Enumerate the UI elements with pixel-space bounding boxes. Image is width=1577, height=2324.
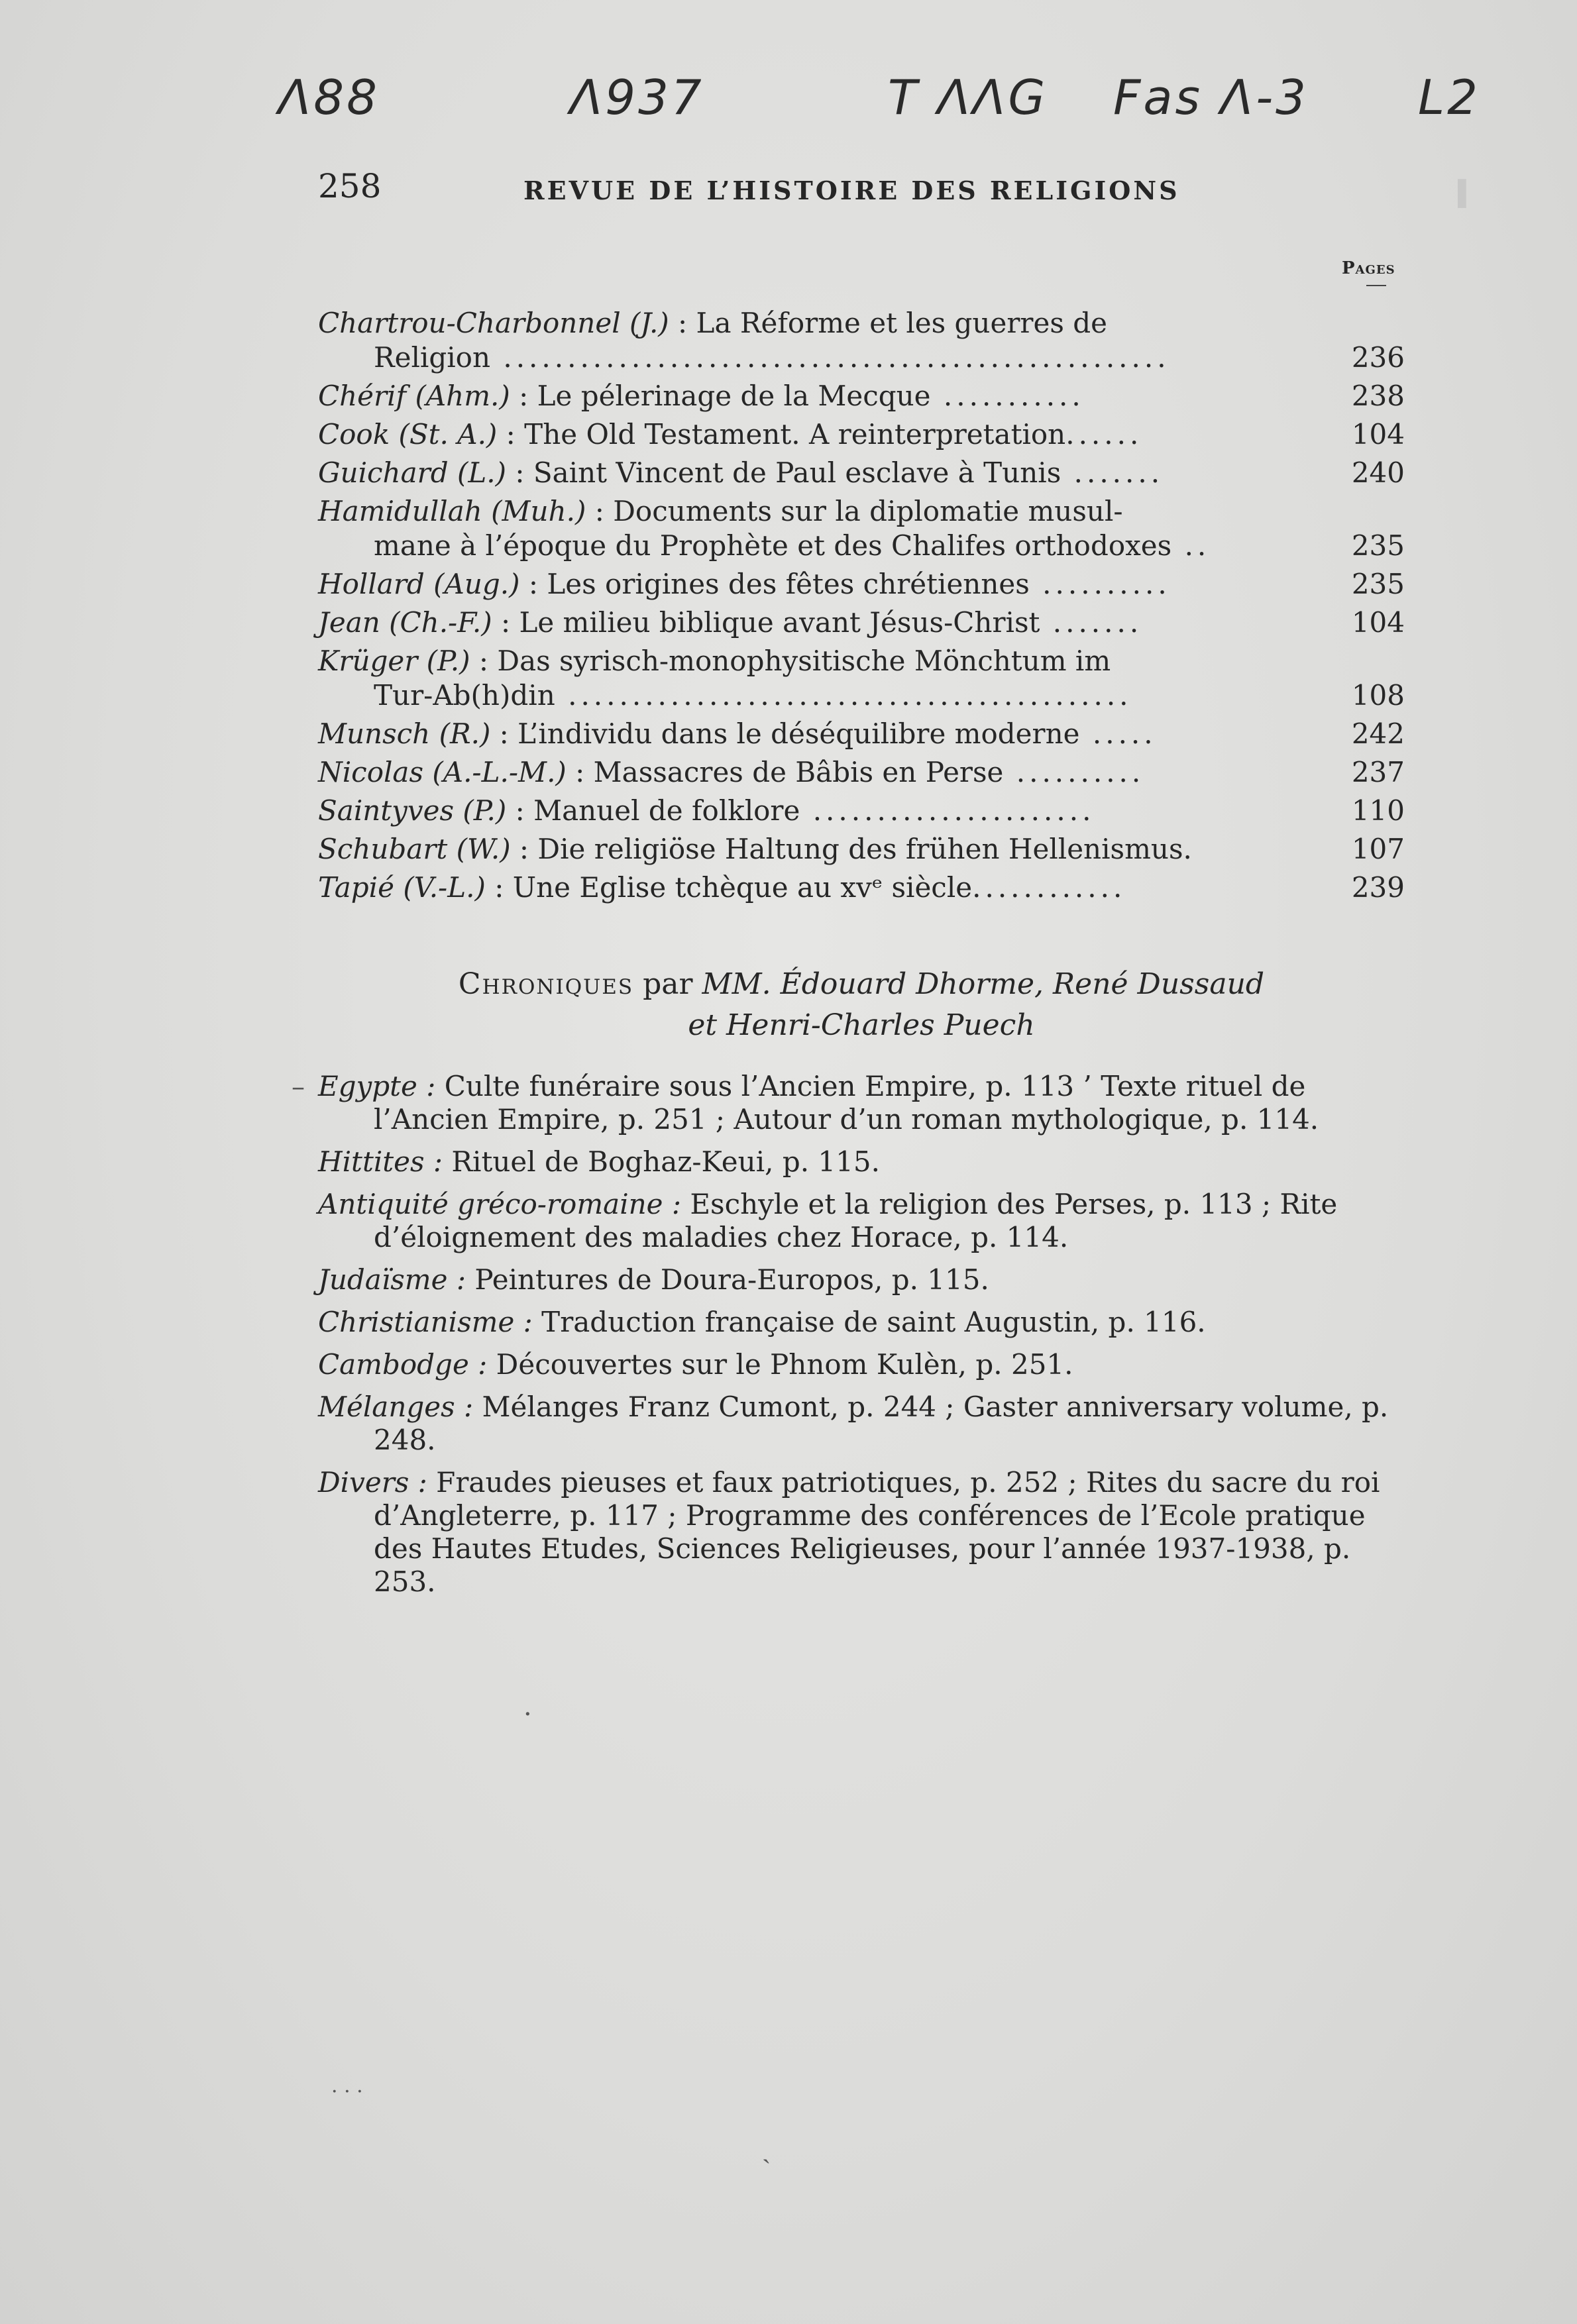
entry-author: Schubart (W.) <box>318 833 511 865</box>
chronique-item <box>318 1070 1405 1136</box>
chronique-topic: Egypte : <box>318 1070 436 1102</box>
list-item: Munsch (R.) : L’individu dans le déséquilibre moderne ..... 242 <box>318 717 1405 750</box>
entry-author: Nicolas (A.-L.-M.) <box>318 756 567 788</box>
list-item: Chérif (Ahm.) : Le pélerinage de la Mecque ........... 238 <box>318 380 1405 412</box>
entry-page: 235 <box>1351 529 1405 562</box>
handwritten-note-5: L2 <box>1418 70 1480 125</box>
chronique-topic: Cambodge : <box>318 1348 488 1381</box>
stray-mark: · <box>523 1699 532 1730</box>
chronique-item <box>318 1466 1405 1599</box>
chronique-text: Traduction française de saint Augustin, p. 116. <box>532 1306 1206 1338</box>
entry-title: : Die religiöse Haltung des frühen Hellenismus <box>510 833 1183 865</box>
book-list <box>318 306 1405 909</box>
entry-title: : Les origines des fêtes chrétiennes <box>519 568 1030 600</box>
show-through: ▌ <box>1458 180 1475 206</box>
stray-mark: ˎ <box>762 2134 771 2164</box>
entry-page: 236 <box>1351 341 1405 374</box>
entry-title: : Manuel de folklore <box>506 794 800 827</box>
pages-dash <box>1366 285 1386 286</box>
list-item: Cook (St. A.) : The Old Testament. A reinterpretation...... 104 <box>318 418 1405 450</box>
chronique-text: Peintures de Doura-Europos, p. 115. <box>465 1263 989 1296</box>
chronique-item <box>318 1391 1405 1457</box>
chroniques-par: par <box>633 967 702 1001</box>
chronique-topic: Judaïsme : <box>318 1263 466 1296</box>
entry-page: 242 <box>1351 717 1405 750</box>
entry-author: Saintyves (P.) <box>318 794 507 827</box>
chronique-text: Fraudes pieuses et faux patriotiques, p. 252 ; Rites du sacre du roi d’Angleterre, p. 117 ; Programme des conférences de l’Ecole pratique des Hautes Etudes, Sciences Religieuses, pour l’année 1937-1938, p. 253. <box>374 1466 1380 1598</box>
entry-page: 237 <box>1351 756 1405 788</box>
entry-author: Tapié (V.-L.) <box>318 871 486 904</box>
handwritten-note-1: Λ88 <box>278 70 380 125</box>
chronique-topic: Antiquité gréco-romaine : <box>318 1188 682 1220</box>
entry-title-cont: Religion <box>374 341 490 374</box>
margin-mark: – <box>292 1072 305 1102</box>
list-item: Chartrou-Charbonnel (J.) : La Réforme et les guerres de Religion .................................................... 236 <box>318 307 1405 374</box>
entry-author: Jean (Ch.-F.) <box>318 606 492 639</box>
chronique-topic: Divers : <box>318 1466 427 1499</box>
entry-title: : Une Eglise tchèque au xvᵉ siècle <box>485 871 973 904</box>
chronique-item <box>318 1145 1405 1179</box>
list-item: Hamidullah (Muh.) : Documents sur la diplomatie musul- mane à l’époque du Prophète et des Chalifes orthodoxes .. 235 <box>318 495 1405 562</box>
chronique-item <box>318 1306 1405 1339</box>
running-title: REVUE DE L’HISTOIRE DES RELIGIONS <box>523 176 1180 205</box>
chroniques-list <box>318 1070 1405 1608</box>
list-item: Hollard (Aug.) : Les origines des fêtes chrétiennes .......... 235 <box>318 568 1405 600</box>
entry-page: 104 <box>1351 606 1405 639</box>
entry-title: : Le pélerinage de la Mecque <box>510 380 931 412</box>
page-number: 258 <box>318 167 382 205</box>
list-item: Guichard (L.) : Saint Vincent de Paul esclave à Tunis ....... 240 <box>318 456 1405 489</box>
entry-page: 107 <box>1351 833 1405 865</box>
chronique-item <box>318 1348 1405 1381</box>
handwritten-note-3: T ΛΛG <box>888 70 1048 125</box>
entry-page: 108 <box>1351 679 1405 712</box>
chronique-topic: Mélanges : <box>318 1391 474 1423</box>
entry-author: Chartrou-Charbonnel (J.) <box>318 307 669 339</box>
chronique-text: Rituel de Boghaz-Keui, p. 115. <box>443 1145 880 1178</box>
chroniques-label: Chroniques <box>458 967 634 1001</box>
list-item: Krüger (P.) : Das syrisch-monophysitische Mönchtum im Tur-Ab(h)din ............................................ 108 <box>318 645 1405 712</box>
entry-page: 110 <box>1351 794 1405 827</box>
entry-title: : Saint Vincent de Paul esclave à Tunis <box>506 456 1061 489</box>
entry-author: Hamidullah (Muh.) <box>318 495 586 527</box>
pages-column-label: Pages <box>1342 258 1395 278</box>
entry-page: 240 <box>1351 456 1405 489</box>
chronique-item <box>318 1188 1405 1254</box>
entry-title: : Massacres de Bâbis en Perse <box>566 756 1004 788</box>
entry-page: 239 <box>1351 871 1405 904</box>
chroniques-authors: MM. Édouard Dhorme, René Dussaud <box>702 967 1265 1001</box>
entry-title: : Documents sur la diplomatie musul- <box>586 495 1123 527</box>
list-item: Jean (Ch.-F.) : Le milieu biblique avant Jésus-Christ ....... 104 <box>318 606 1405 639</box>
entry-page: 238 <box>1351 380 1405 412</box>
list-item: Schubart (W.) : Die religiöse Haltung des frühen Hellenismus. 107 <box>318 833 1405 865</box>
list-item: Tapié (V.-L.) : Une Eglise tchèque au xvᵉ siècle............ 239 <box>318 871 1405 904</box>
entry-author: Hollard (Aug.) <box>318 568 520 600</box>
chronique-topic: Christianisme : <box>318 1306 533 1338</box>
chronique-text: Culte funéraire sous l’Ancien Empire, p. 113 ’ Texte rituel de l’Ancien Empire, p. 251 ; Autour d’un roman mythologique, p. 114. <box>374 1070 1319 1136</box>
list-item: Nicolas (A.-L.-M.) : Massacres de Bâbis en Perse .......... 237 <box>318 756 1405 788</box>
entry-title: : Das syrisch-monophysitische Mönchtum im <box>470 645 1111 677</box>
entry-author: Cook (St. A.) <box>318 418 498 450</box>
chronique-item <box>318 1263 1405 1296</box>
list-item: Saintyves (P.) : Manuel de folklore ...................... 110 <box>318 794 1405 827</box>
entry-title: : L’individu dans le déséquilibre moderne <box>490 717 1080 750</box>
handwritten-note-2: Λ937 <box>570 70 704 125</box>
chronique-topic: Hittites : <box>318 1145 443 1178</box>
chronique-text: Mélanges Franz Cumont, p. 244 ; Gaster anniversary volume, p. 248. <box>374 1391 1389 1456</box>
entry-author: Chérif (Ahm.) <box>318 380 510 412</box>
chronique-text: Eschyle et la religion des Perses, p. 113 ; Rite d’éloignement des maladies chez Horace, p. 114. <box>374 1188 1338 1253</box>
entry-title-cont: Tur-Ab(h)din <box>374 679 555 712</box>
entry-title: : La Réforme et les guerres de <box>669 307 1107 339</box>
entry-page: 104 <box>1351 418 1405 450</box>
chronique-text: Découvertes sur le Phnom Kulèn, p. 251. <box>487 1348 1073 1381</box>
chroniques-authors-cont: et Henri-Charles Puech <box>688 1008 1035 1042</box>
chroniques-heading <box>318 964 1405 1046</box>
entry-author: Krüger (P.) <box>318 645 470 677</box>
entry-author: Guichard (L.) <box>318 456 506 489</box>
entry-title: : The Old Testament. A reinterpretation <box>497 418 1066 450</box>
entry-author: Munsch (R.) <box>318 717 491 750</box>
stray-mark: · · · <box>331 2080 363 2103</box>
entry-title-cont: mane à l’époque du Prophète et des Chalifes orthodoxes <box>374 529 1172 562</box>
entry-page: 235 <box>1351 568 1405 600</box>
entry-title: : Le milieu biblique avant Jésus-Christ <box>492 606 1040 639</box>
handwritten-note-4: Fas Λ-3 <box>1113 70 1309 125</box>
